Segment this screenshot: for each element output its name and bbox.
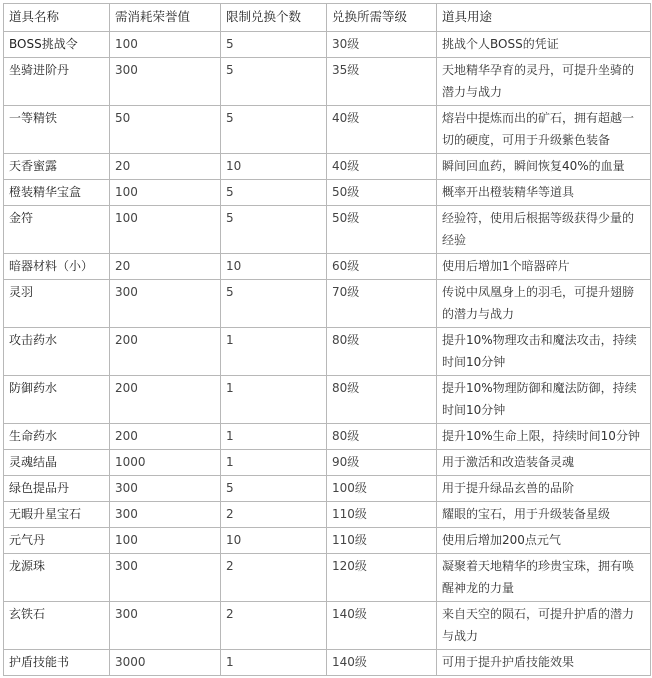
exchange-limit-cell: 10 [221, 254, 327, 280]
required-level-cell: 50级 [327, 206, 437, 254]
honor-cost-cell: 200 [110, 376, 221, 424]
item-use-cell: 概率开出橙装精华等道具 [437, 180, 651, 206]
item-name-cell: 天香蜜露 [4, 154, 110, 180]
honor-cost-cell: 300 [110, 602, 221, 650]
table-row [4, 602, 651, 650]
item-name-cell: 龙源珠 [4, 554, 110, 602]
table-row [4, 554, 651, 602]
exchange-limit-cell: 5 [221, 32, 327, 58]
required-level-cell: 80级 [327, 328, 437, 376]
required-level-cell: 80级 [327, 424, 437, 450]
honor-cost-cell: 100 [110, 528, 221, 554]
item-use-cell: 熔岩中提炼而出的矿石，拥有超越一切的硬度，可用于升级紫色装备 [437, 106, 651, 154]
required-level-cell: 50级 [327, 180, 437, 206]
item-use-cell: 提升10%生命上限，持续时间10分钟 [437, 424, 651, 450]
item-use-cell: 瞬间回血药，瞬间恢复40%的血量 [437, 154, 651, 180]
required-level-cell: 120级 [327, 554, 437, 602]
exchange-limit-cell: 2 [221, 502, 327, 528]
table-row [4, 206, 651, 254]
exchange-items-table [3, 3, 651, 676]
item-name-cell: 元气丹 [4, 528, 110, 554]
table-row [4, 502, 651, 528]
table-row [4, 254, 651, 280]
exchange-limit-cell: 1 [221, 328, 327, 376]
table-row [4, 376, 651, 424]
item-name-cell: 防御药水 [4, 376, 110, 424]
table-row [4, 650, 651, 676]
exchange-limit-cell: 5 [221, 476, 327, 502]
honor-cost-cell: 200 [110, 424, 221, 450]
required-level-cell: 140级 [327, 650, 437, 676]
honor-cost-cell: 100 [110, 206, 221, 254]
exchange-limit-cell: 10 [221, 528, 327, 554]
honor-cost-cell: 20 [110, 154, 221, 180]
required-level-cell: 60级 [327, 254, 437, 280]
honor-cost-cell: 300 [110, 502, 221, 528]
item-name-cell: BOSS挑战令 [4, 32, 110, 58]
item-name-cell: 暗器材料（小） [4, 254, 110, 280]
honor-cost-cell: 1000 [110, 450, 221, 476]
header-exchange-limit: 限制兑换个数 [221, 4, 327, 32]
table-header-row [4, 4, 651, 32]
table-row [4, 32, 651, 58]
item-name-cell: 灵羽 [4, 280, 110, 328]
exchange-limit-cell: 1 [221, 376, 327, 424]
required-level-cell: 100级 [327, 476, 437, 502]
item-name-cell: 坐骑进阶丹 [4, 58, 110, 106]
honor-cost-cell: 300 [110, 476, 221, 502]
item-name-cell: 无暇升星宝石 [4, 502, 110, 528]
item-use-cell: 用于激活和改造装备灵魂 [437, 450, 651, 476]
item-use-cell: 提升10%物理防御和魔法防御，持续时间10分钟 [437, 376, 651, 424]
table-row [4, 476, 651, 502]
required-level-cell: 110级 [327, 502, 437, 528]
item-name-cell: 绿色提品丹 [4, 476, 110, 502]
item-use-cell: 使用后增加1个暗器碎片 [437, 254, 651, 280]
honor-cost-cell: 50 [110, 106, 221, 154]
item-name-cell: 玄铁石 [4, 602, 110, 650]
required-level-cell: 80级 [327, 376, 437, 424]
exchange-limit-cell: 1 [221, 450, 327, 476]
item-name-cell: 橙装精华宝盒 [4, 180, 110, 206]
exchange-limit-cell: 1 [221, 650, 327, 676]
item-use-cell: 天地精华孕育的灵丹，可提升坐骑的潜力与战力 [437, 58, 651, 106]
table-row [4, 58, 651, 106]
table-row [4, 180, 651, 206]
item-name-cell: 灵魂结晶 [4, 450, 110, 476]
table-row [4, 528, 651, 554]
item-use-cell: 耀眼的宝石，用于升级装备星级 [437, 502, 651, 528]
item-use-cell: 提升10%物理攻击和魔法攻击，持续时间10分钟 [437, 328, 651, 376]
exchange-limit-cell: 5 [221, 106, 327, 154]
item-name-cell: 攻击药水 [4, 328, 110, 376]
required-level-cell: 90级 [327, 450, 437, 476]
header-item-use: 道具用途 [437, 4, 651, 32]
required-level-cell: 40级 [327, 106, 437, 154]
item-name-cell: 一等精铁 [4, 106, 110, 154]
exchange-limit-cell: 5 [221, 206, 327, 254]
table-row [4, 154, 651, 180]
table-row [4, 106, 651, 154]
item-use-cell: 凝聚着天地精华的珍贵宝珠，拥有唤醒神龙的力量 [437, 554, 651, 602]
table-row [4, 424, 651, 450]
item-use-cell: 用于提升绿品玄兽的品阶 [437, 476, 651, 502]
item-use-cell: 传说中凤凰身上的羽毛，可提升翅膀的潜力与战力 [437, 280, 651, 328]
exchange-limit-cell: 5 [221, 180, 327, 206]
exchange-limit-cell: 5 [221, 280, 327, 328]
table-row [4, 328, 651, 376]
required-level-cell: 30级 [327, 32, 437, 58]
header-required-level: 兑换所需等级 [327, 4, 437, 32]
honor-cost-cell: 300 [110, 554, 221, 602]
header-item-name: 道具名称 [4, 4, 110, 32]
item-name-cell: 护盾技能书 [4, 650, 110, 676]
table-row [4, 280, 651, 328]
item-use-cell: 挑战个人BOSS的凭证 [437, 32, 651, 58]
required-level-cell: 140级 [327, 602, 437, 650]
item-use-cell: 可用于提升护盾技能效果 [437, 650, 651, 676]
exchange-limit-cell: 5 [221, 58, 327, 106]
exchange-limit-cell: 10 [221, 154, 327, 180]
honor-cost-cell: 300 [110, 58, 221, 106]
honor-cost-cell: 100 [110, 180, 221, 206]
required-level-cell: 35级 [327, 58, 437, 106]
honor-cost-cell: 3000 [110, 650, 221, 676]
honor-cost-cell: 200 [110, 328, 221, 376]
item-use-cell: 使用后增加200点元气 [437, 528, 651, 554]
header-honor-cost: 需消耗荣誉值 [110, 4, 221, 32]
required-level-cell: 110级 [327, 528, 437, 554]
required-level-cell: 40级 [327, 154, 437, 180]
item-use-cell: 来自天空的陨石，可提升护盾的潜力与战力 [437, 602, 651, 650]
required-level-cell: 70级 [327, 280, 437, 328]
exchange-limit-cell: 2 [221, 602, 327, 650]
honor-cost-cell: 100 [110, 32, 221, 58]
table-row [4, 450, 651, 476]
item-name-cell: 生命药水 [4, 424, 110, 450]
honor-cost-cell: 20 [110, 254, 221, 280]
exchange-limit-cell: 2 [221, 554, 327, 602]
exchange-limit-cell: 1 [221, 424, 327, 450]
item-use-cell: 经验符，使用后根据等级获得少量的经验 [437, 206, 651, 254]
item-name-cell: 金符 [4, 206, 110, 254]
honor-cost-cell: 300 [110, 280, 221, 328]
